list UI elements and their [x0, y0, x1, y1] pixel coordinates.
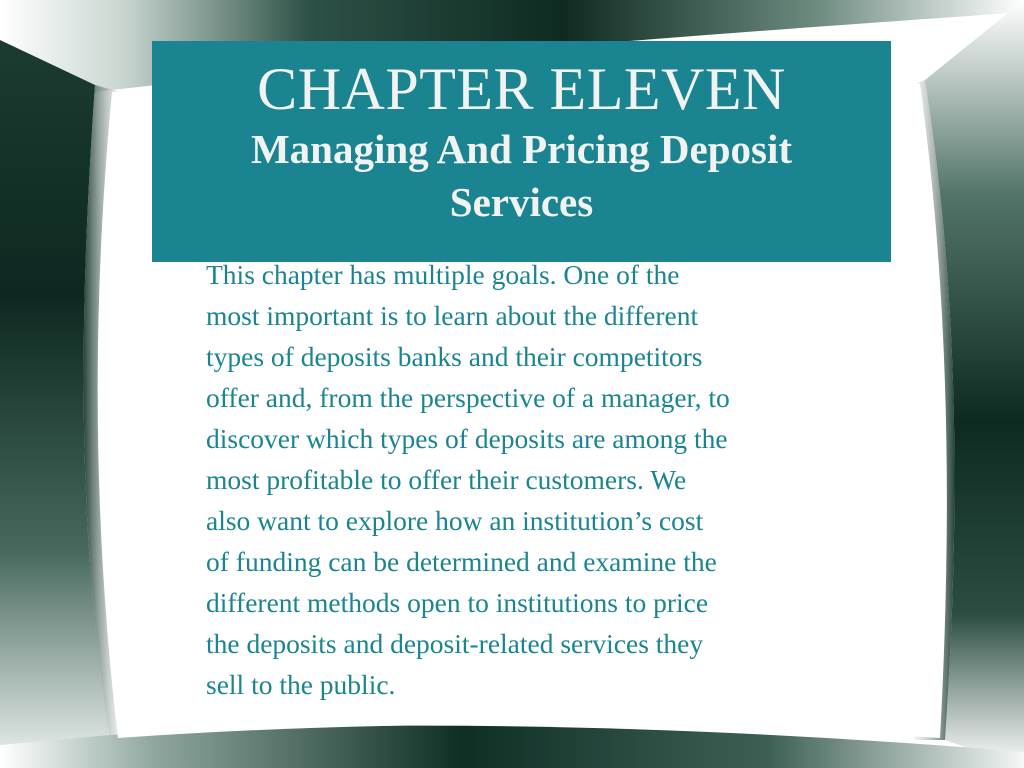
body-line: of funding can be determined and examine the [206, 546, 717, 577]
body-line: also want to explore how an institution’s cost [206, 505, 704, 536]
body-line: most important is to learn about the different [206, 300, 699, 331]
title-box [152, 41, 891, 262]
chapter-subtitle: Managing And Pricing Deposit Services [250, 126, 793, 225]
body-line: different methods open to institutions to price [206, 587, 709, 618]
body-line: offer and, from the perspective of a manager, to [206, 382, 730, 413]
body-line: types of deposits banks and their competitors [206, 341, 703, 372]
body-line: sell to the public. [206, 669, 396, 700]
body-line: discover which types of deposits are among the [206, 423, 728, 454]
body-line: most profitable to offer their customers. We [206, 464, 687, 495]
body-line: This chapter has multiple goals. One of the [206, 259, 680, 290]
chapter-title: CHAPTER ELEVEN [257, 56, 786, 122]
body-line: the deposits and deposit-related services they [206, 628, 704, 659]
body-paragraph [206, 254, 871, 705]
